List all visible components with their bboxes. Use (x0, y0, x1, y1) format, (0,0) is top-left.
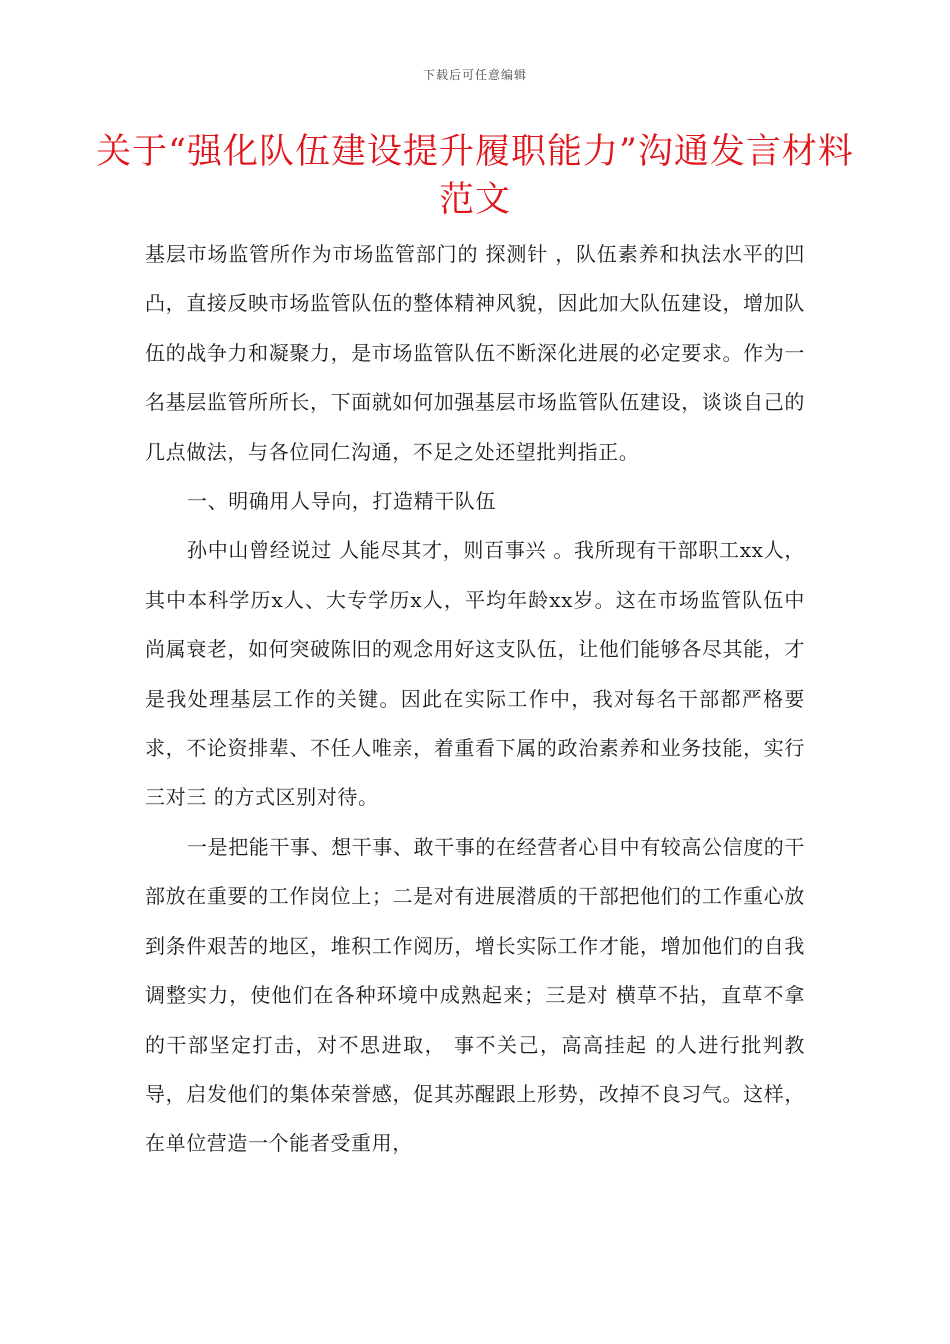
document-title: 关于“强化队伍建设提升履职能力”沟通发言材料范文 (96, 132, 854, 220)
header-note: 下载后可任意编辑 (422, 68, 527, 82)
document-body (145, 230, 805, 1169)
paragraph-intro: 基层市场监管所作为市场监管部门的 探测针 ，队伍素养和执法水平的凹凸，直接反映市场监管队伍的整体精神风貌，因此加大队伍建设，增加队伍的战争力和凝聚力，是市场监管队伍不断深化进展的必定要求。作为一名基层监管所所长，下面就如何加强基层市场监管队伍建设，谈谈自己的几点做法，与各位同仁沟通，不足之处还望批判指正。 (145, 242, 805, 464)
section-heading-1: 一、明确用人导向，打造精干队伍 (187, 489, 496, 514)
paragraph-staffing: 孙中山曾经说过 人能尽其才，则百事兴 。我所现有干部职工xx人，其中本科学历x人、大专学历x人，平均年龄xx岁。这在市场监管队伍中尚属衰老，如何突破陈旧的观念用好这支队伍，让他们能够各尽其能，才是我处理基层工作的关键。因此在实际工作中，我对每名干部都严格要求，不论资排辈、不任人唯亲，着重看下属的政治素养和业务技能，实行 三对三 的方式区别对待。 (145, 538, 805, 810)
paragraph-approach: 一是把能干事、想干事、敢干事的在经营者心目中有较高公信度的干部放在重要的工作岗位上；二是对有进展潜质的干部把他们的工作重心放到条件艰苦的地区，堆积工作阅历，增长实际工作才能，增加他们的自我调整实力，使他们在各种环境中成熟起来；三是对 横草不拈，直草不拿 的干部坚定打击，对不思进取， 事不关己，高高挂起 的人进行批判教导，启发他们的集体荣誉感，促其苏醒跟上形势，改掉不良习气。这样，在单位营造一个能者受重用， (145, 834, 805, 1156)
